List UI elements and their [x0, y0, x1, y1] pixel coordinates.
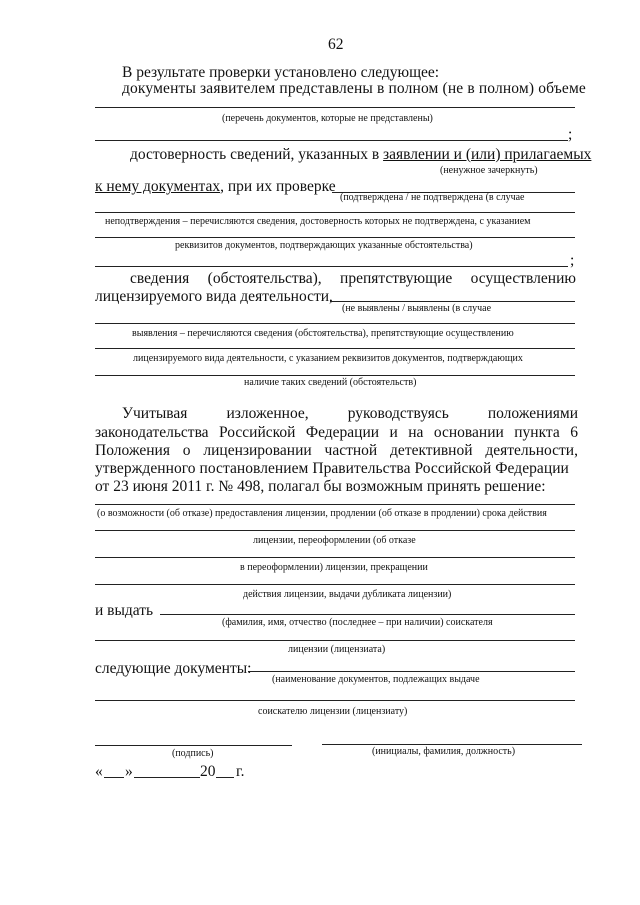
- decision-fill-1: [95, 504, 575, 505]
- docs-line-2: [95, 140, 568, 141]
- signature-hint: (подпись): [172, 748, 214, 759]
- reliability-cross-hint: (ненужное зачеркнуть): [440, 165, 538, 176]
- decision-fill-4: [95, 584, 575, 585]
- issue-hint-1: (фамилия, имя, отчество (последнее – при наличии) соискателя: [222, 617, 493, 628]
- issue-fill-2: [95, 640, 575, 641]
- obstacles-hint-3: лицензируемого вида деятельности, с указанием реквизитов документов, подтверждающих: [133, 353, 523, 364]
- reliability-semicolon: ;: [570, 252, 575, 269]
- conclusion-line-5: от 23 июня 2011 г. № 498, полагал бы возможным принять решение:: [95, 478, 546, 495]
- conclusion-line-2: законодательства Российской Федерации и на основании пункта 6: [95, 424, 578, 441]
- obstacles-fill-3: [95, 348, 575, 349]
- issue-fill-1: [160, 614, 575, 615]
- page-number: 62: [328, 36, 344, 53]
- issue-hint-2: лицензии (лицензиата): [288, 644, 386, 655]
- documents-hint-2: соискателю лицензии (лицензиату): [258, 706, 408, 717]
- intro-text: В результате проверки установлено следующее:: [122, 64, 440, 81]
- reliability-fill-4: [95, 266, 568, 267]
- obstacles-line-1: сведения (обстоятельства), препятствующие осуществлению: [130, 270, 576, 287]
- obstacles-hint-1: (не выявлены / выявлены (в случае: [342, 303, 492, 314]
- decision-hint-2: лицензии, переоформлении (об отказе: [253, 535, 416, 546]
- reliability-fill-2: [95, 212, 575, 213]
- date-year-prefix: 20: [200, 763, 216, 780]
- decision-fill-3: [95, 557, 575, 558]
- documents-fill-1: [248, 671, 575, 672]
- decision-hint-3: в переоформлении) лицензии, прекращении: [240, 562, 428, 573]
- obstacles-fill-2: [95, 323, 575, 324]
- docs-semicolon: ;: [568, 126, 573, 143]
- date-open-quote: «: [95, 763, 103, 780]
- obstacles-hint-2: выявления – перечисляются сведения (обстоятельства), препятствующие осуществлению: [132, 328, 514, 339]
- obstacles-hint-4: наличие таких сведений (обстоятельств): [244, 377, 417, 388]
- docs-hint: (перечень документов, которые не представлены): [222, 113, 433, 124]
- name-line: [322, 744, 582, 745]
- reliability-hint-3: реквизитов документов, подтверждающих указанные обстоятельства): [175, 240, 473, 251]
- conclusion-line-3: Положения о лицензировании частной детективной деятельности,: [95, 442, 578, 459]
- obstacles-fill-4: [95, 375, 575, 376]
- date-day-line: [104, 777, 124, 778]
- reliability-hint-2: неподтверждения – перечисляются сведения, достоверность которых не подтверждена, с указанием: [105, 216, 531, 227]
- signature-line: [95, 745, 292, 746]
- obstacles-line-2: лицензируемого вида деятельности,: [95, 288, 333, 305]
- documents-hint-1: (наименование документов, подлежащих выдаче: [272, 674, 480, 685]
- name-hint: (инициалы, фамилия, должность): [372, 746, 516, 757]
- reliability-lead: достоверность сведений, указанных в заявлении и (или) прилагаемых: [130, 146, 592, 163]
- obstacles-fill-1: [330, 301, 575, 302]
- conclusion-line-1: Учитывая изложенное, руководствуясь положениями: [122, 405, 578, 422]
- conclusion-line-4: утвержденного постановлением Правительства Российской Федерации: [95, 460, 569, 477]
- date-close-quote: »: [125, 763, 133, 780]
- docs-line-1: [95, 107, 575, 108]
- decision-hint-4: действия лицензии, выдачи дубликата лицензии): [243, 589, 452, 600]
- reliability-line2: к нему документах, при их проверке: [95, 178, 336, 195]
- date-month-line: [134, 777, 200, 778]
- reliability-underlined-a: заявлении и (или) прилагаемых: [383, 146, 592, 163]
- documents-fill-2: [95, 700, 575, 701]
- reliability-underlined-b: к нему документах: [95, 178, 221, 195]
- date-year-line: [216, 777, 234, 778]
- docs-status-text: документы заявителем представлены в полном (не в полном) объеме: [122, 80, 586, 97]
- decision-hint-1: (о возможности (об отказе) предоставления лицензии, продлении (об отказе в продлении) срока действия: [97, 508, 547, 519]
- issue-label: и выдать: [95, 602, 154, 619]
- reliability-hint-1: (подтверждена / не подтверждена (в случае: [340, 192, 525, 203]
- reliability-fill-3: [95, 237, 575, 238]
- decision-fill-2: [95, 530, 575, 531]
- date-year-suffix: г.: [236, 763, 245, 780]
- documents-label: следующие документы:: [95, 660, 252, 677]
